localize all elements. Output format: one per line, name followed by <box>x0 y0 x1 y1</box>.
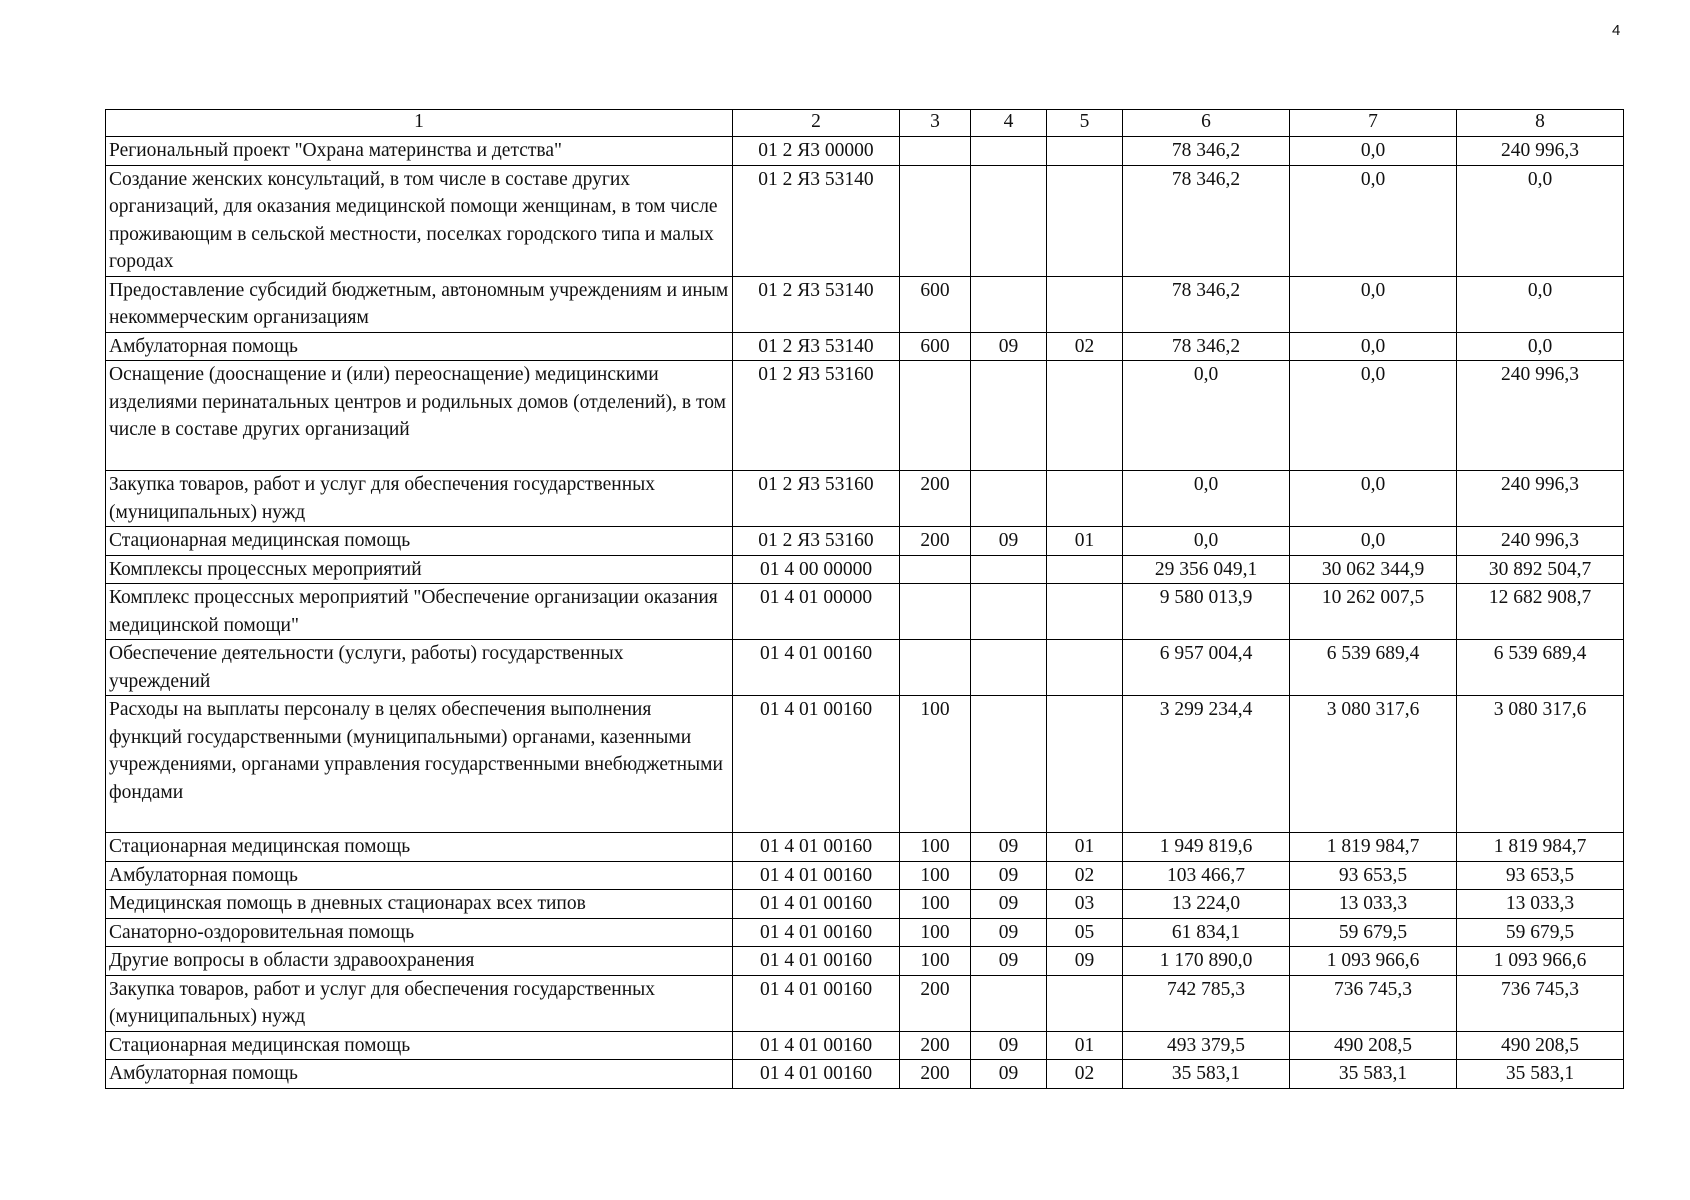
col-header-8: 8 <box>1457 110 1624 137</box>
cell-expense-type: 200 <box>900 975 971 1031</box>
cell-target-code: 01 2 Я3 53140 <box>733 276 900 332</box>
cell-section <box>971 361 1047 471</box>
cell-amount-year-3: 240 996,3 <box>1457 137 1624 166</box>
cell-amount-year-2: 59 679,5 <box>1290 918 1457 947</box>
cell-target-code: 01 2 Я3 53140 <box>733 332 900 361</box>
cell-section <box>971 276 1047 332</box>
cell-subsection <box>1047 584 1123 640</box>
cell-subsection <box>1047 555 1123 584</box>
cell-expense-type: 100 <box>900 918 971 947</box>
cell-section <box>971 165 1047 276</box>
cell-amount-year-3: 0,0 <box>1457 165 1624 276</box>
cell-subsection <box>1047 137 1123 166</box>
table-row <box>106 975 1624 1031</box>
cell-amount-year-3: 0,0 <box>1457 276 1624 332</box>
cell-section: 09 <box>971 833 1047 862</box>
cell-subsection <box>1047 471 1123 527</box>
table-row <box>106 947 1624 976</box>
cell-amount-year-1: 13 224,0 <box>1123 890 1290 919</box>
cell-description: Комплексы процессных мероприятий <box>106 555 733 584</box>
cell-amount-year-2: 93 653,5 <box>1290 861 1457 890</box>
table-row <box>106 890 1624 919</box>
cell-expense-type <box>900 584 971 640</box>
cell-amount-year-2: 0,0 <box>1290 332 1457 361</box>
cell-description: Другие вопросы в области здравоохранения <box>106 947 733 976</box>
cell-target-code: 01 4 01 00160 <box>733 975 900 1031</box>
cell-amount-year-2: 13 033,3 <box>1290 890 1457 919</box>
cell-target-code: 01 2 Я3 00000 <box>733 137 900 166</box>
cell-amount-year-3: 240 996,3 <box>1457 471 1624 527</box>
cell-expense-type: 100 <box>900 861 971 890</box>
cell-amount-year-1: 0,0 <box>1123 527 1290 556</box>
cell-amount-year-1: 742 785,3 <box>1123 975 1290 1031</box>
table-row <box>106 555 1624 584</box>
cell-description: Стационарная медицинская помощь <box>106 1031 733 1060</box>
col-header-6: 6 <box>1123 110 1290 137</box>
cell-amount-year-3: 12 682 908,7 <box>1457 584 1624 640</box>
table-row <box>106 696 1624 833</box>
cell-amount-year-2: 1 819 984,7 <box>1290 833 1457 862</box>
cell-amount-year-1: 493 379,5 <box>1123 1031 1290 1060</box>
cell-subsection <box>1047 361 1123 471</box>
cell-section: 09 <box>971 1060 1047 1089</box>
cell-description: Закупка товаров, работ и услуг для обеспечения государственных (муниципальных) нужд <box>106 471 733 527</box>
table-row <box>106 584 1624 640</box>
table-row <box>106 137 1624 166</box>
cell-amount-year-3: 240 996,3 <box>1457 361 1624 471</box>
cell-subsection: 02 <box>1047 332 1123 361</box>
cell-subsection: 01 <box>1047 833 1123 862</box>
cell-subsection <box>1047 276 1123 332</box>
table-row <box>106 861 1624 890</box>
cell-amount-year-1: 78 346,2 <box>1123 137 1290 166</box>
cell-target-code: 01 2 Я3 53160 <box>733 527 900 556</box>
table-row <box>106 332 1624 361</box>
cell-amount-year-2: 0,0 <box>1290 361 1457 471</box>
cell-amount-year-3: 13 033,3 <box>1457 890 1624 919</box>
cell-subsection: 02 <box>1047 1060 1123 1089</box>
cell-amount-year-3: 0,0 <box>1457 332 1624 361</box>
cell-expense-type <box>900 137 971 166</box>
cell-description: Амбулаторная помощь <box>106 1060 733 1089</box>
cell-description: Обеспечение деятельности (услуги, работы) государственных учреждений <box>106 640 733 696</box>
cell-amount-year-1: 9 580 013,9 <box>1123 584 1290 640</box>
cell-section <box>971 696 1047 833</box>
cell-amount-year-3: 59 679,5 <box>1457 918 1624 947</box>
cell-subsection <box>1047 165 1123 276</box>
cell-section <box>971 584 1047 640</box>
cell-description: Стационарная медицинская помощь <box>106 527 733 556</box>
cell-expense-type: 100 <box>900 890 971 919</box>
cell-target-code: 01 4 01 00160 <box>733 1031 900 1060</box>
cell-expense-type: 200 <box>900 1031 971 1060</box>
cell-expense-type: 100 <box>900 696 971 833</box>
cell-target-code: 01 4 01 00160 <box>733 947 900 976</box>
cell-subsection: 01 <box>1047 527 1123 556</box>
cell-expense-type: 200 <box>900 527 971 556</box>
cell-amount-year-2: 0,0 <box>1290 276 1457 332</box>
cell-target-code: 01 2 Я3 53160 <box>733 361 900 471</box>
cell-expense-type: 200 <box>900 1060 971 1089</box>
cell-amount-year-2: 736 745,3 <box>1290 975 1457 1031</box>
col-header-4: 4 <box>971 110 1047 137</box>
cell-amount-year-2: 30 062 344,9 <box>1290 555 1457 584</box>
cell-amount-year-3: 1 093 966,6 <box>1457 947 1624 976</box>
table-row <box>106 471 1624 527</box>
cell-expense-type: 100 <box>900 947 971 976</box>
col-header-3: 3 <box>900 110 971 137</box>
cell-description: Стационарная медицинская помощь <box>106 833 733 862</box>
cell-amount-year-1: 29 356 049,1 <box>1123 555 1290 584</box>
cell-amount-year-1: 1 170 890,0 <box>1123 947 1290 976</box>
table-row <box>106 1031 1624 1060</box>
cell-target-code: 01 4 01 00160 <box>733 833 900 862</box>
cell-subsection <box>1047 696 1123 833</box>
table-row <box>106 527 1624 556</box>
cell-amount-year-2: 0,0 <box>1290 527 1457 556</box>
cell-target-code: 01 4 01 00160 <box>733 640 900 696</box>
cell-amount-year-2: 10 262 007,5 <box>1290 584 1457 640</box>
table-row <box>106 1060 1624 1089</box>
col-header-2: 2 <box>733 110 900 137</box>
col-header-7: 7 <box>1290 110 1457 137</box>
cell-amount-year-1: 0,0 <box>1123 361 1290 471</box>
cell-target-code: 01 4 01 00160 <box>733 890 900 919</box>
cell-description: Комплекс процессных мероприятий "Обеспечение организации оказания медицинской помощи" <box>106 584 733 640</box>
cell-amount-year-3: 35 583,1 <box>1457 1060 1624 1089</box>
cell-amount-year-3: 490 208,5 <box>1457 1031 1624 1060</box>
cell-section: 09 <box>971 861 1047 890</box>
cell-description: Оснащение (дооснащение и (или) переоснащение) медицинскими изделиями перинатальных центров и родильных домов (отделений), в том числе в составе других организаций <box>106 361 733 471</box>
cell-section <box>971 471 1047 527</box>
col-header-5: 5 <box>1047 110 1123 137</box>
cell-amount-year-1: 3 299 234,4 <box>1123 696 1290 833</box>
cell-target-code: 01 4 01 00160 <box>733 918 900 947</box>
cell-subsection: 01 <box>1047 1031 1123 1060</box>
cell-expense-type <box>900 555 971 584</box>
cell-expense-type <box>900 361 971 471</box>
cell-target-code: 01 4 00 00000 <box>733 555 900 584</box>
cell-amount-year-3: 3 080 317,6 <box>1457 696 1624 833</box>
cell-description: Амбулаторная помощь <box>106 861 733 890</box>
cell-subsection: 02 <box>1047 861 1123 890</box>
cell-description: Предоставление субсидий бюджетным, автономным учреждениям и иным некоммерческим организациям <box>106 276 733 332</box>
cell-amount-year-3: 30 892 504,7 <box>1457 555 1624 584</box>
cell-description: Закупка товаров, работ и услуг для обеспечения государственных (муниципальных) нужд <box>106 975 733 1031</box>
cell-section <box>971 137 1047 166</box>
page-number: 4 <box>1612 22 1621 39</box>
cell-section: 09 <box>971 947 1047 976</box>
cell-expense-type <box>900 165 971 276</box>
cell-description: Расходы на выплаты персоналу в целях обеспечения выполнения функций государственными (муниципальными) органами, казенными учреждениями, органами управления государственными внебюджетными фондами <box>106 696 733 833</box>
cell-amount-year-1: 78 346,2 <box>1123 165 1290 276</box>
cell-expense-type: 200 <box>900 471 971 527</box>
cell-description: Амбулаторная помощь <box>106 332 733 361</box>
cell-section <box>971 975 1047 1031</box>
cell-amount-year-2: 0,0 <box>1290 137 1457 166</box>
cell-section: 09 <box>971 1031 1047 1060</box>
cell-amount-year-1: 78 346,2 <box>1123 332 1290 361</box>
cell-amount-year-2: 3 080 317,6 <box>1290 696 1457 833</box>
table-row <box>106 165 1624 276</box>
table-row <box>106 833 1624 862</box>
table-row <box>106 918 1624 947</box>
cell-amount-year-1: 61 834,1 <box>1123 918 1290 947</box>
cell-subsection: 05 <box>1047 918 1123 947</box>
cell-amount-year-2: 0,0 <box>1290 471 1457 527</box>
cell-amount-year-1: 35 583,1 <box>1123 1060 1290 1089</box>
cell-target-code: 01 4 01 00160 <box>733 696 900 833</box>
cell-amount-year-2: 490 208,5 <box>1290 1031 1457 1060</box>
cell-amount-year-2: 6 539 689,4 <box>1290 640 1457 696</box>
cell-section <box>971 555 1047 584</box>
cell-description: Создание женских консультаций, в том числе в составе других организаций, для оказания медицинской помощи женщинам, в том числе проживающим в сельской местности, поселках городского типа и малых городах <box>106 165 733 276</box>
cell-section: 09 <box>971 918 1047 947</box>
cell-amount-year-3: 736 745,3 <box>1457 975 1624 1031</box>
cell-amount-year-3: 6 539 689,4 <box>1457 640 1624 696</box>
cell-amount-year-3: 93 653,5 <box>1457 861 1624 890</box>
table-row <box>106 276 1624 332</box>
header-row <box>106 110 1624 137</box>
cell-amount-year-1: 0,0 <box>1123 471 1290 527</box>
table-body <box>106 137 1624 1089</box>
cell-target-code: 01 2 Я3 53140 <box>733 165 900 276</box>
cell-amount-year-2: 0,0 <box>1290 165 1457 276</box>
cell-section: 09 <box>971 527 1047 556</box>
cell-description: Санаторно-оздоровительная помощь <box>106 918 733 947</box>
cell-subsection <box>1047 640 1123 696</box>
table-row <box>106 361 1624 471</box>
cell-subsection <box>1047 975 1123 1031</box>
cell-amount-year-2: 1 093 966,6 <box>1290 947 1457 976</box>
cell-subsection: 09 <box>1047 947 1123 976</box>
cell-target-code: 01 4 01 00160 <box>733 861 900 890</box>
cell-amount-year-1: 103 466,7 <box>1123 861 1290 890</box>
col-header-1: 1 <box>106 110 733 137</box>
cell-target-code: 01 4 01 00000 <box>733 584 900 640</box>
cell-expense-type: 600 <box>900 332 971 361</box>
cell-description: Медицинская помощь в дневных стационарах всех типов <box>106 890 733 919</box>
cell-section: 09 <box>971 332 1047 361</box>
budget-table <box>105 109 1624 1089</box>
cell-description: Региональный проект "Охрана материнства и детства" <box>106 137 733 166</box>
table-row <box>106 640 1624 696</box>
cell-amount-year-3: 240 996,3 <box>1457 527 1624 556</box>
cell-subsection: 03 <box>1047 890 1123 919</box>
cell-target-code: 01 4 01 00160 <box>733 1060 900 1089</box>
cell-section <box>971 640 1047 696</box>
cell-expense-type: 100 <box>900 833 971 862</box>
cell-amount-year-1: 6 957 004,4 <box>1123 640 1290 696</box>
cell-expense-type: 600 <box>900 276 971 332</box>
cell-amount-year-1: 78 346,2 <box>1123 276 1290 332</box>
cell-target-code: 01 2 Я3 53160 <box>733 471 900 527</box>
cell-amount-year-1: 1 949 819,6 <box>1123 833 1290 862</box>
cell-section: 09 <box>971 890 1047 919</box>
cell-amount-year-3: 1 819 984,7 <box>1457 833 1624 862</box>
cell-expense-type <box>900 640 971 696</box>
cell-amount-year-2: 35 583,1 <box>1290 1060 1457 1089</box>
